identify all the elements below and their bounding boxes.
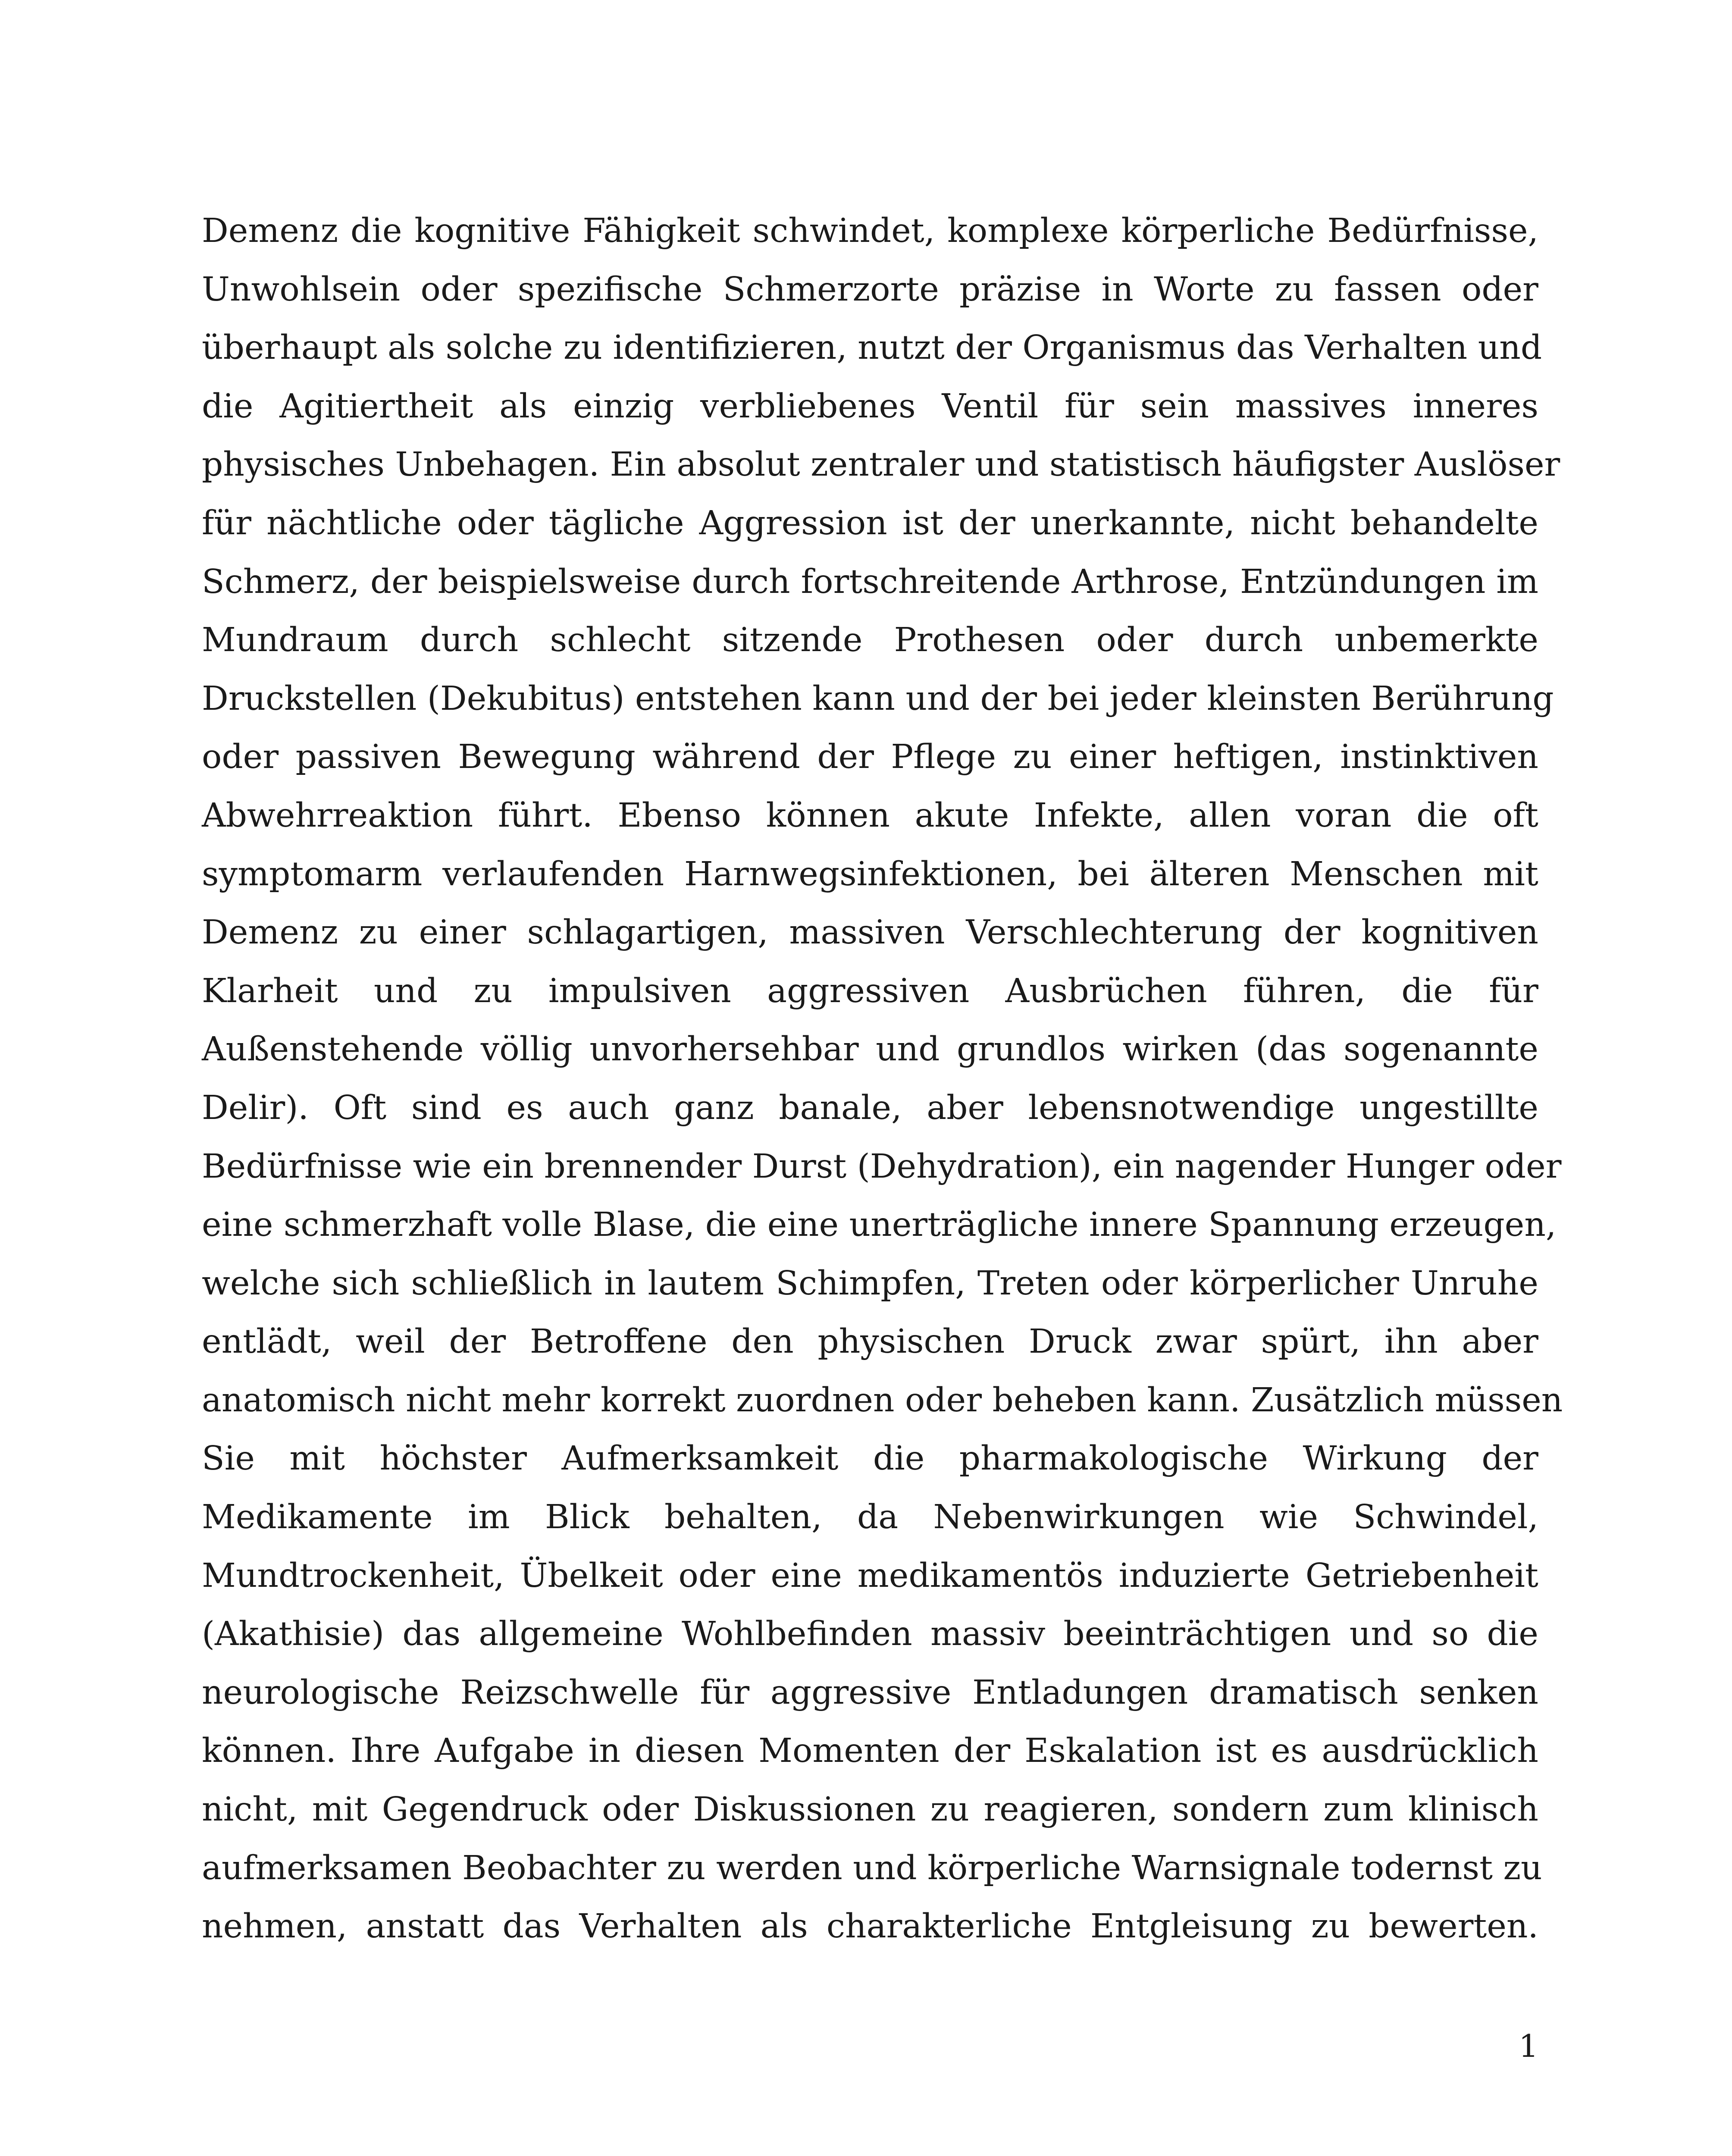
text-line: Sie mit höchster Aufmerksamkeit die pharmakologische Wirkung der xyxy=(202,1439,1538,1478)
text-line: (Akathisie) das allgemeine Wohlbefinden massiv beeinträchtigen und so die xyxy=(202,1615,1538,1654)
text-line: Außenstehende völlig unvorhersehbar und grundlos wirken (das sogenannte xyxy=(202,1030,1538,1069)
text-line: für nächtliche oder tägliche Aggression ist der unerkannte, nicht behandelte xyxy=(202,504,1538,542)
text-line: Unwohlsein oder spezifische Schmerzorte präzise in Worte zu fassen oder xyxy=(202,270,1538,309)
text-line: Mundtrockenheit, Übelkeit oder eine medikamentös induzierte Getriebenheit xyxy=(202,1556,1538,1595)
body-paragraph xyxy=(202,202,1563,1956)
text-line: Mundraum durch schlecht sitzende Prothesen oder durch unbemerkte xyxy=(202,621,1538,660)
text-line: Schmerz, der beispielsweise durch fortschreitende Arthrose, Entzündungen im xyxy=(202,562,1538,601)
text-line: entlädt, weil der Betroffene den physischen Druck zwar spürt, ihn aber xyxy=(202,1322,1538,1361)
text-line: symptomarm verlaufenden Harnwegsinfektionen, bei älteren Menschen mit xyxy=(202,855,1538,893)
text-line: eine schmerzhaft volle Blase, die eine unerträgliche innere Spannung erzeugen, xyxy=(202,1206,1557,1244)
text-line: Bedürfnisse wie ein brennender Durst (Dehydration), ein nagender Hunger oder xyxy=(202,1147,1562,1186)
text-line: welche sich schließlich in lautem Schimpfen, Treten oder körperlicher Unruhe xyxy=(202,1264,1538,1303)
text-line: Druckstellen (Dekubitus) entstehen kann und der bei jeder kleinsten Berührung xyxy=(202,679,1554,718)
text-line: Klarheit und zu impulsiven aggressiven Ausbrüchen führen, die für xyxy=(202,971,1538,1010)
text-line: Delir). Oft sind es auch ganz banale, aber lebensnotwendige ungestillte xyxy=(202,1088,1538,1127)
text-line: Abwehrreaktion führt. Ebenso können akute Infekte, allen voran die oft xyxy=(202,796,1538,835)
text-line: nicht, mit Gegendruck oder Diskussionen zu reagieren, sondern zum klinisch xyxy=(202,1790,1538,1829)
text-line: oder passiven Bewegung während der Pflege zu einer heftigen, instinktiven xyxy=(202,738,1538,777)
text-line: anatomisch nicht mehr korrekt zuordnen oder beheben kann. Zusätzlich müssen xyxy=(202,1381,1563,1420)
text-line: Demenz die kognitive Fähigkeit schwindet, komplexe körperliche Bedürfnisse, xyxy=(202,212,1538,250)
text-line: überhaupt als solche zu identifizieren, nutzt der Organismus das Verhalten und xyxy=(202,329,1542,367)
text-line: können. Ihre Aufgabe in diesen Momenten der Eskalation ist es ausdrücklich xyxy=(202,1732,1538,1771)
text-line: physisches Unbehagen. Ein absolut zentraler und statistisch häufigster Auslöser xyxy=(202,445,1560,484)
text-line: aufmerksamen Beobachter zu werden und körperliche Warnsignale todernst zu xyxy=(202,1849,1542,1887)
page-number: 1 xyxy=(1519,2028,1538,2064)
text-line: neurologische Reizschwelle für aggressive Entladungen dramatisch senken xyxy=(202,1673,1538,1712)
text-line: nehmen, anstatt das Verhalten als charakterliche Entgleisung zu bewerten. xyxy=(202,1907,1538,1946)
text-line: Demenz zu einer schlagartigen, massiven Verschlechterung der kognitiven xyxy=(202,913,1538,952)
text-line: Medikamente im Blick behalten, da Nebenwirkungen wie Schwindel, xyxy=(202,1498,1538,1537)
text-line: die Agitiertheit als einzig verbliebenes Ventil für sein massives inneres xyxy=(202,387,1538,426)
